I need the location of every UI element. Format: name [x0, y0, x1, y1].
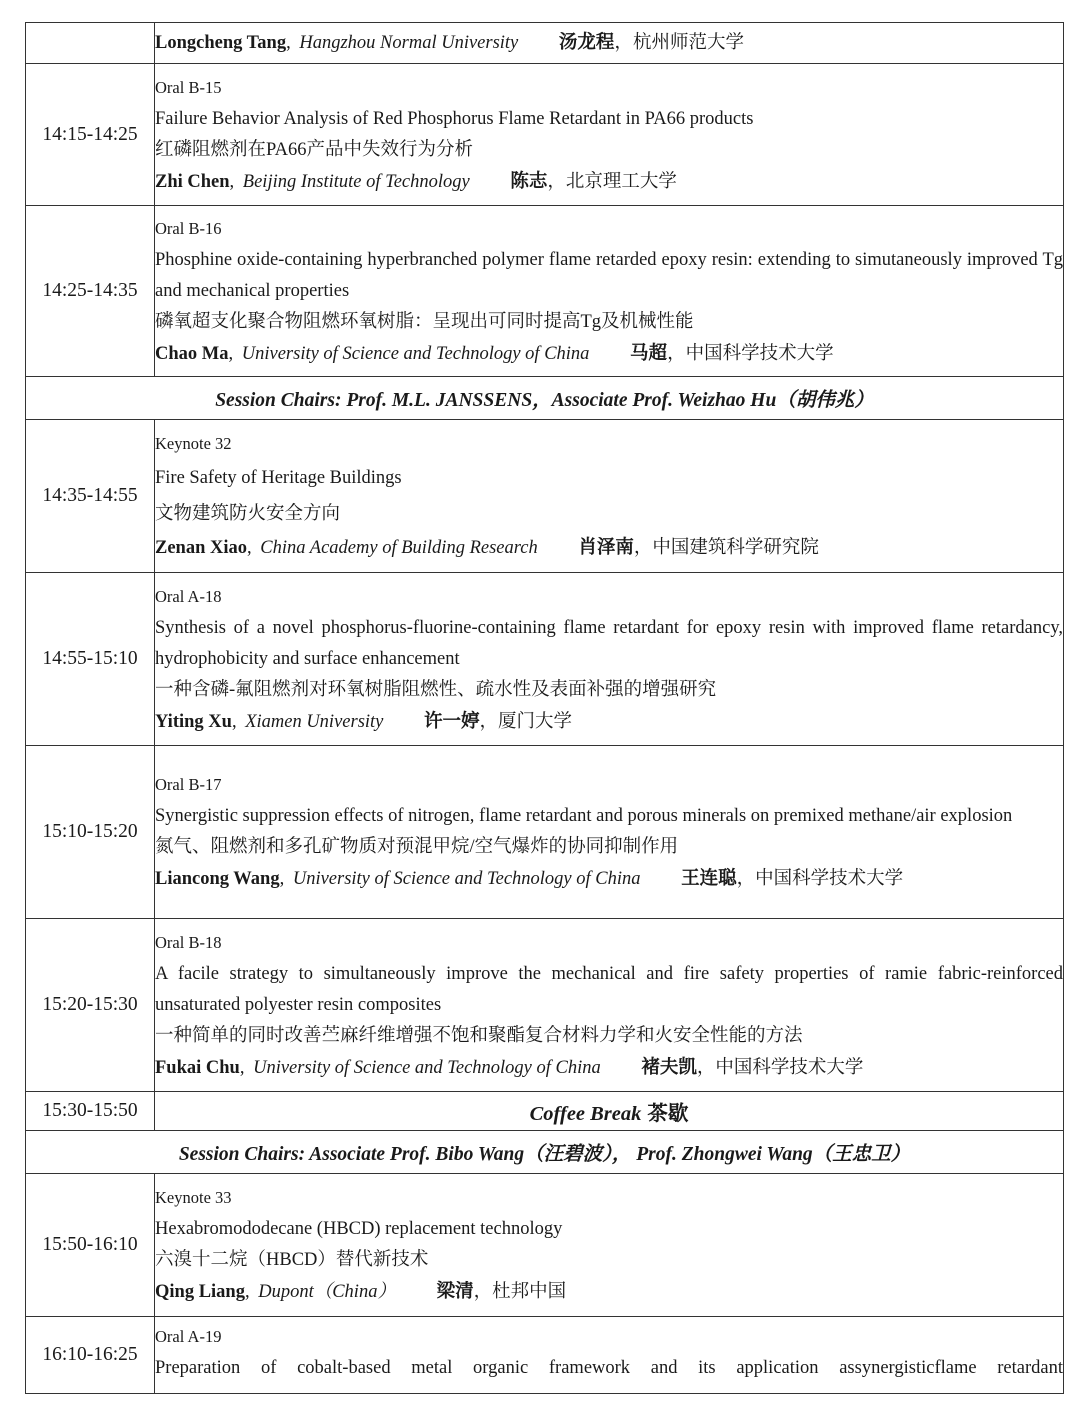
author-institution: University of Science and Technology of China — [241, 343, 590, 364]
author-name-zh: 汤龙程 — [558, 33, 615, 53]
talk-title-en: A facile strategy to simultaneously improve the mechanical and fire safety properties of ramie fabric-reinforced unsaturated polyester resin composites — [155, 963, 1063, 1015]
author-name-zh: 肖泽南 — [578, 538, 634, 558]
author-name-zh: 褚夫凯 — [641, 1057, 697, 1078]
content-cell — [155, 746, 1064, 919]
author-institution-zh: 厦门大学 — [498, 711, 573, 732]
talk-title-en: Synergistic suppression effects of nitrogen, flame retardant and porous minerals on premixed methane/air explosion — [155, 806, 1013, 826]
coffee-break — [155, 1092, 1064, 1131]
talk-title-zh: 磷氧超支化聚合物阻燃环氧树脂：呈现出可同时提高Tg及机械性能 — [155, 311, 694, 332]
author-name-zh: 王连聪 — [681, 869, 737, 889]
content-cell — [155, 573, 1064, 746]
author-line: Liancong Wang, University of Science and Technology of China 王连聪，中国科学技术大学 — [155, 869, 904, 889]
table-row — [26, 206, 1064, 377]
content-cell — [155, 420, 1064, 573]
author-name: Chao Ma — [155, 343, 229, 364]
content-cell — [155, 64, 1064, 206]
author-name: Longcheng Tang — [155, 33, 287, 53]
author-institution-zh: 中国科学技术大学 — [715, 1057, 864, 1078]
author-institution: Xiamen University — [245, 711, 384, 732]
author-name: Qing Liang — [155, 1282, 245, 1302]
author-name: Liancong Wang — [155, 869, 280, 889]
talk-title-en: Fire Safety of Heritage Buildings — [155, 468, 402, 488]
table-row — [26, 420, 1064, 573]
talk-title-zh: 六溴十二烷（HBCD）替代新技术 — [155, 1250, 429, 1270]
talk-code: Oral B-16 — [155, 218, 222, 238]
time-cell: 15:20-15:30 — [26, 919, 155, 1092]
table-row — [26, 1317, 1064, 1394]
content-cell — [155, 206, 1064, 377]
talk-title-en: Synthesis of a novel phosphorus-fluorine-containing flame retardant for epoxy resin with improved flame retardancy, hydrophobicity and surface enhancement — [155, 617, 1063, 669]
author-name-zh: 梁清 — [436, 1282, 474, 1302]
time-cell: 14:15-14:25 — [26, 64, 155, 206]
author-institution: Beijing Institute of Technology — [242, 171, 470, 192]
table-row — [26, 1174, 1064, 1317]
time-cell: 15:10-15:20 — [26, 746, 155, 919]
session-chairs: Session Chairs: Associate Prof. Bibo Wang（汪碧波）， Prof. Zhongwei Wang（王忠卫） — [26, 1131, 1064, 1174]
content-cell — [155, 23, 1064, 64]
author-line: Chao Ma, University of Science and Technology of China 马超，中国科学技术大学 — [155, 343, 834, 364]
coffee-break-label: Coffee Break — [529, 1103, 642, 1125]
schedule-table — [25, 22, 1064, 1394]
author-institution-zh: 中国科学技术大学 — [685, 343, 834, 364]
author-line: Zenan Xiao, China Academy of Building Research 肖泽南，中国建筑科学研究院 — [155, 538, 819, 558]
table-row — [26, 64, 1064, 206]
author-line: Zhi Chen, Beijing Institute of Technology 陈志，北京理工大学 — [155, 171, 677, 192]
talk-title-zh: 一种含磷-氟阻燃剂对环氧树脂阻燃性、疏水性及表面补强的增强研究 — [155, 679, 717, 700]
content-cell — [155, 1174, 1064, 1317]
time-cell: 14:55-15:10 — [26, 573, 155, 746]
talk-code: Oral B-17 — [155, 775, 222, 794]
table-row — [26, 919, 1064, 1092]
author-institution: China Academy of Building Research — [260, 538, 538, 558]
content-cell — [155, 919, 1064, 1092]
talk-code: Oral B-18 — [155, 932, 222, 952]
author-name-zh: 许一婷 — [424, 711, 480, 732]
session-chairs-row — [26, 377, 1064, 420]
author-institution: University of Science and Technology of China — [253, 1057, 601, 1078]
table-row — [26, 573, 1064, 746]
author-institution-zh: 杜邦中国 — [492, 1282, 567, 1302]
coffee-break-label-zh: 茶歇 — [647, 1103, 689, 1125]
time-cell: 16:10-16:25 — [26, 1317, 155, 1394]
author-institution-zh: 北京理工大学 — [565, 171, 677, 192]
time-cell — [26, 23, 155, 64]
session-chairs-row — [26, 1131, 1064, 1174]
author-institution: Hangzhou Normal University — [299, 33, 519, 53]
author-name-zh: 陈志 — [510, 171, 548, 192]
time-cell: 15:30-15:50 — [26, 1092, 155, 1131]
talk-code: Keynote 32 — [155, 434, 232, 453]
talk-title-zh: 氮气、阻燃剂和多孔矿物质对预混甲烷/空气爆炸的协同抑制作用 — [155, 837, 679, 857]
talk-title-en: Hexabromododecane (HBCD) replacement technology — [155, 1219, 563, 1239]
table-row — [26, 23, 1064, 64]
author-institution: Dupont（China） — [258, 1282, 396, 1302]
author-name: Zenan Xiao — [155, 538, 248, 558]
author-institution-zh: 杭州师范大学 — [632, 33, 744, 53]
talk-title-zh: 文物建筑防火安全方向 — [155, 504, 341, 524]
talk-code: Keynote 33 — [155, 1188, 232, 1207]
author-name: Zhi Chen — [155, 171, 230, 192]
table-row — [26, 746, 1064, 919]
talk-code: Oral B-15 — [155, 77, 222, 97]
time-cell: 15:50-16:10 — [26, 1174, 155, 1317]
author-line: Qing Liang, Dupont（China） 梁清，杜邦中国 — [155, 1282, 567, 1302]
talk-title-en: Phosphine oxide-containing hyperbranched polymer flame retarded epoxy resin: extending to simutaneously improved Tg and mechanical properties — [155, 249, 1063, 301]
author-name: Yiting Xu — [155, 711, 232, 732]
author-line: Fukai Chu, University of Science and Technology of China 褚夫凯，中国科学技术大学 — [155, 1057, 864, 1078]
author-line: Yiting Xu, Xiamen University 许一婷，厦门大学 — [155, 711, 573, 732]
author-institution: University of Science and Technology of China — [292, 869, 641, 889]
content-cell — [155, 1317, 1064, 1394]
talk-title-zh: 一种简单的同时改善苎麻纤维增强不饱和聚酯复合材料力学和火安全性能的方法 — [155, 1025, 803, 1046]
author-name: Fukai Chu — [155, 1057, 240, 1078]
talk-code: Oral A-18 — [155, 586, 222, 606]
author-institution-zh: 中国科学技术大学 — [755, 869, 904, 889]
author-name-zh: 马超 — [630, 343, 668, 364]
time-cell: 14:25-14:35 — [26, 206, 155, 377]
talk-title-en: Preparation of cobalt-based metal organic framework and its application assynergisticflame retardant — [155, 1358, 1063, 1378]
talk-code: Oral A-19 — [155, 1327, 222, 1346]
talk-title-en: Failure Behavior Analysis of Red Phosphorus Flame Retardant in PA66 products — [155, 108, 754, 129]
time-cell: 14:35-14:55 — [26, 420, 155, 573]
author-line: Longcheng Tang, Hangzhou Normal University 汤龙程，杭州师范大学 — [155, 33, 744, 53]
talk-title-zh: 红磷阻燃剂在PA66产品中失效行为分析 — [155, 139, 473, 160]
author-institution-zh: 中国建筑科学研究院 — [652, 538, 819, 558]
coffee-break-row — [26, 1092, 1064, 1131]
session-chairs: Session Chairs: Prof. M.L. JANSSENS，Associate Prof. Weizhao Hu（胡伟兆） — [26, 377, 1064, 420]
